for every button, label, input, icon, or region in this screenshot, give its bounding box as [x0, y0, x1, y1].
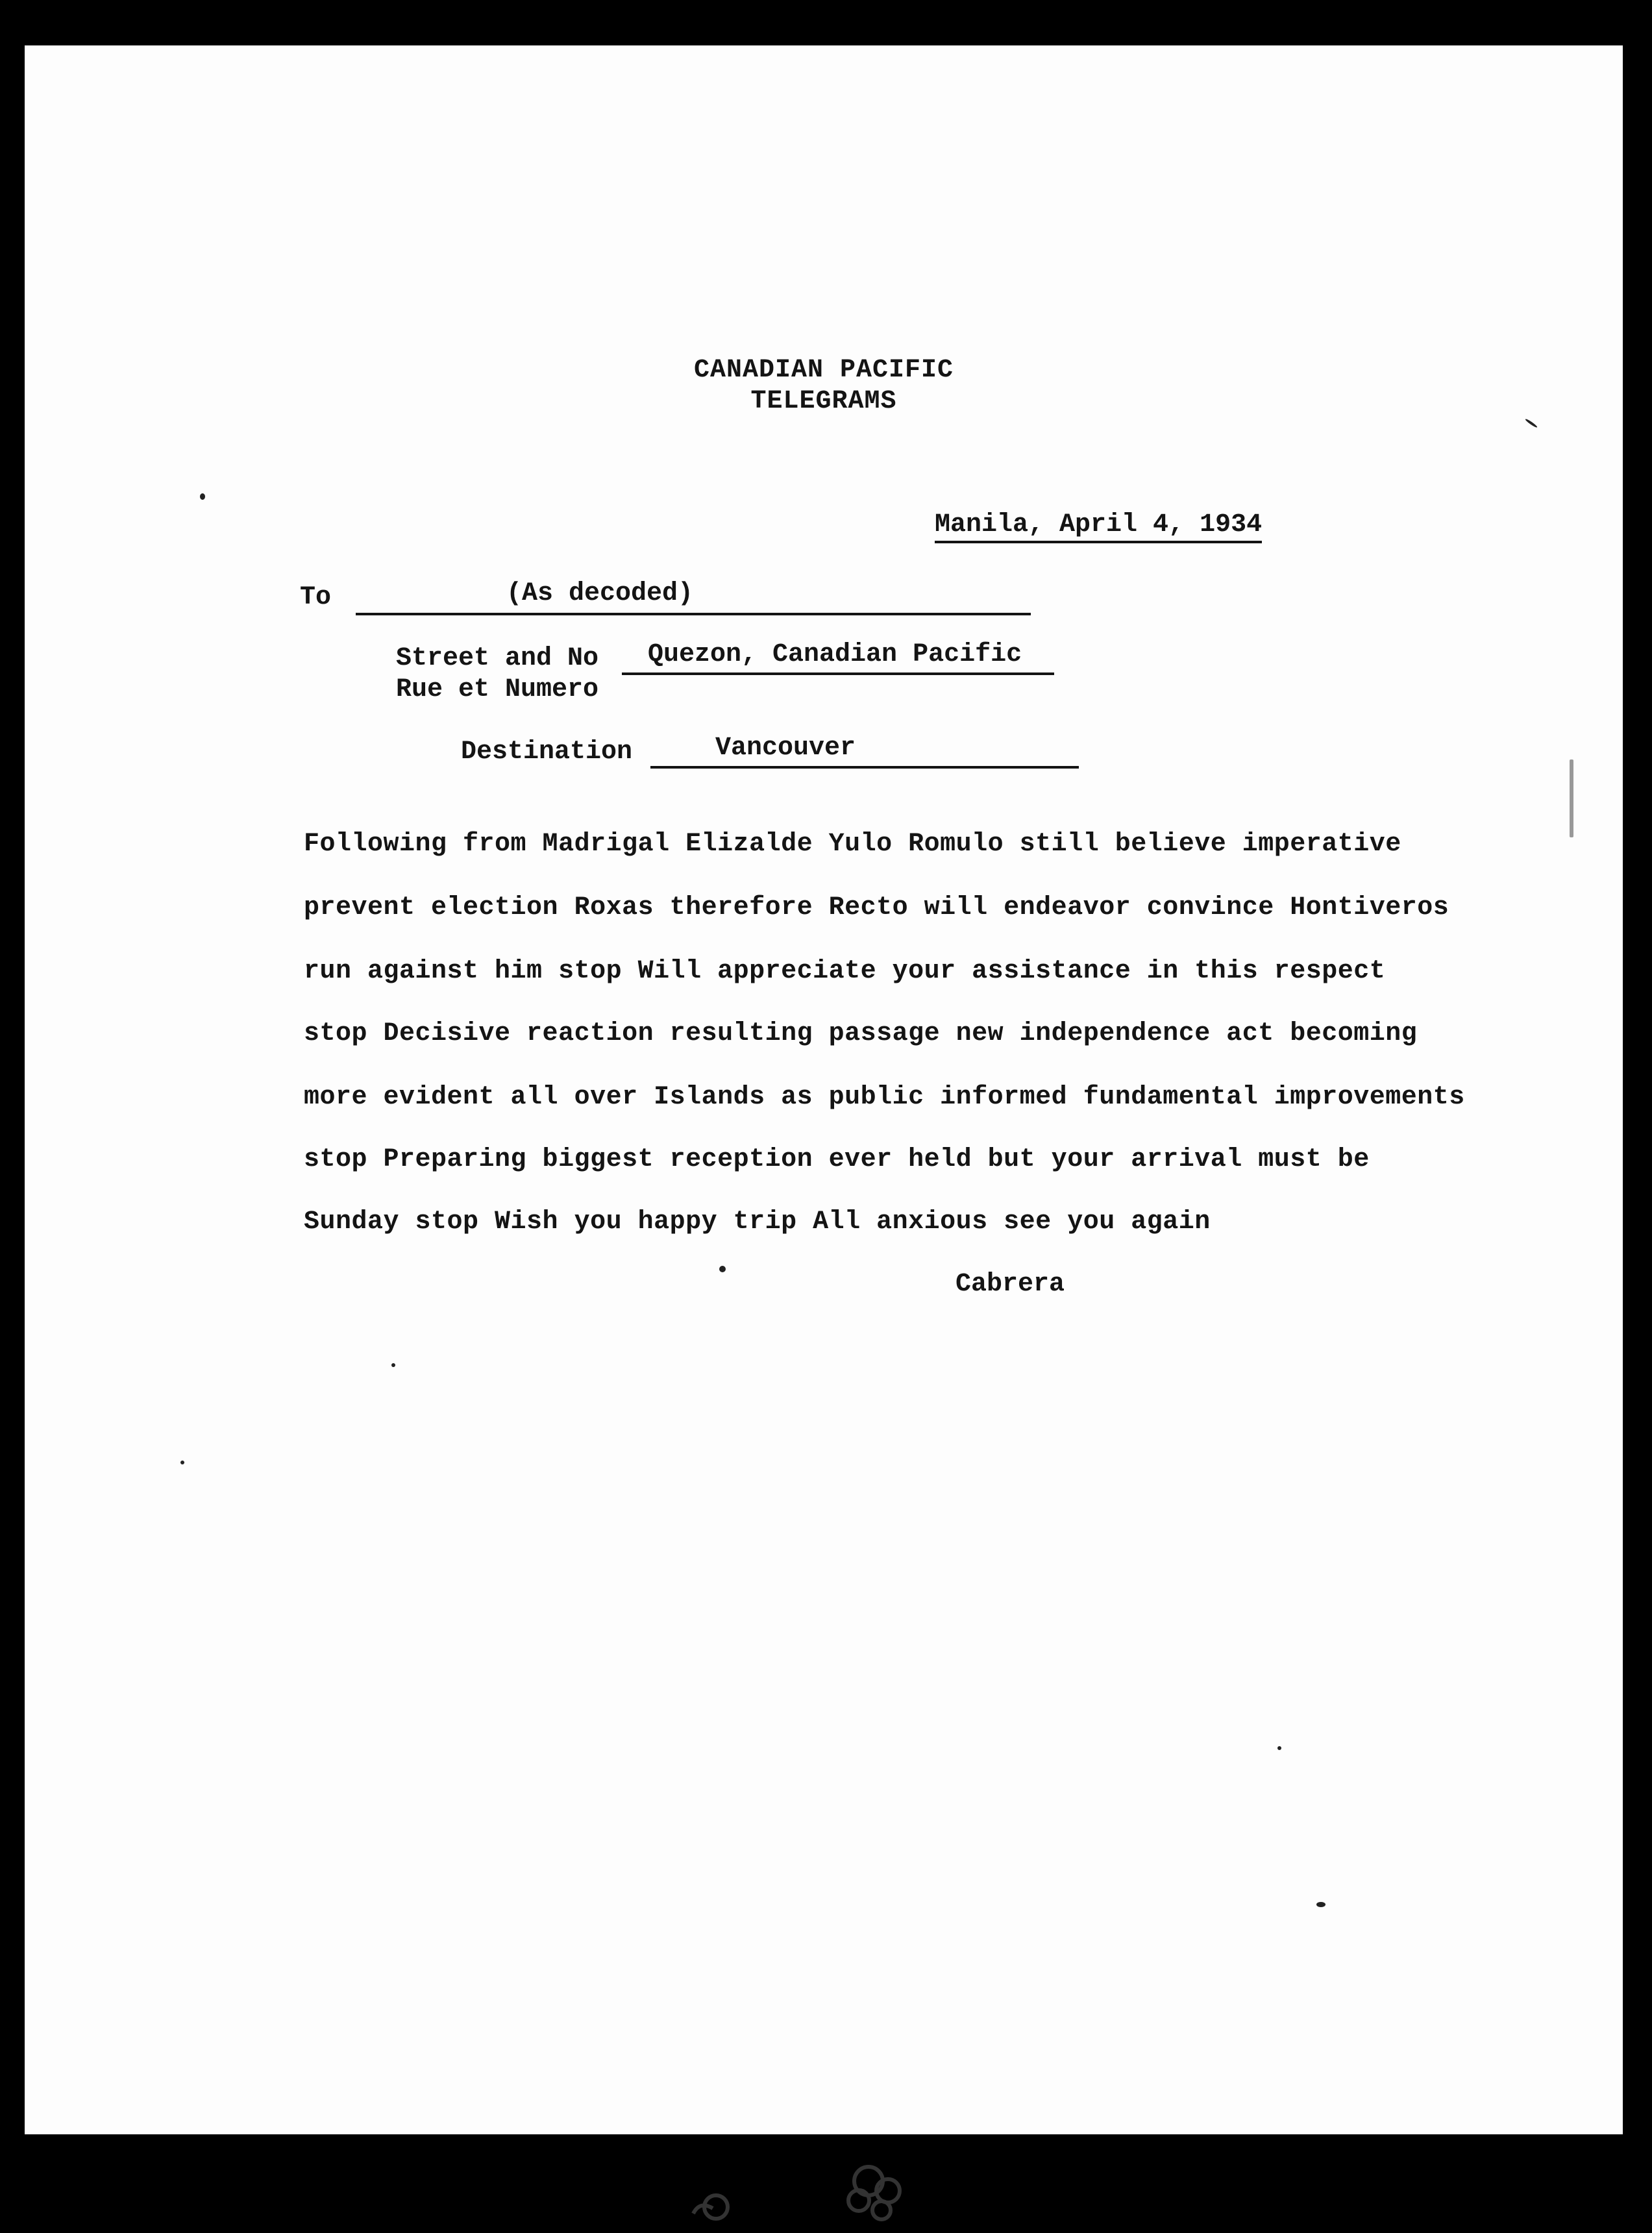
speck — [180, 1461, 184, 1464]
speck — [1525, 418, 1538, 428]
to-label: To — [300, 583, 332, 612]
speck — [391, 1363, 395, 1367]
telegram-page — [25, 45, 1623, 2134]
destination-value: Vancouver — [715, 734, 856, 763]
message-line: stop Decisive reaction resulting passage new independence act becoming — [304, 1019, 1418, 1048]
edge-mark — [1570, 759, 1573, 837]
ink-blot-small — [680, 2188, 739, 2233]
street-label-french: Rue et Numero — [396, 675, 599, 704]
speck — [200, 493, 205, 500]
speck — [1277, 1746, 1281, 1750]
message-line: more evident all over Islands as public informed fundamental improvements — [304, 1083, 1465, 1112]
to-value: (As decoded) — [506, 579, 694, 608]
to-underline — [356, 613, 1031, 615]
speck — [1316, 1902, 1325, 1907]
destination-underline — [650, 766, 1079, 769]
speck — [719, 1266, 726, 1272]
signature: Cabrera — [955, 1270, 1065, 1299]
street-value: Quezon, Canadian Pacific — [648, 640, 1022, 669]
header-telegrams: TELEGRAMS — [750, 387, 897, 416]
message-line: stop Preparing biggest reception ever held but your arrival must be — [304, 1145, 1370, 1174]
ink-blot-mark — [791, 2155, 920, 2233]
destination-label: Destination — [461, 737, 633, 767]
dateline: Manila, April 4, 1934 — [935, 510, 1262, 543]
message-line: prevent election Roxas therefore Recto will endeavor convince Hontiveros — [304, 893, 1449, 922]
header-company: CANADIAN PACIFIC — [693, 356, 954, 385]
street-label: Street and No — [396, 644, 599, 673]
message-line: Sunday stop Wish you happy trip All anxious see you again — [304, 1207, 1211, 1237]
message-line: run against him stop Will appreciate your assistance in this respect — [304, 957, 1386, 986]
message-line: Following from Madrigal Elizalde Yulo Romulo still believe imperative — [304, 830, 1401, 859]
street-underline — [622, 672, 1054, 675]
